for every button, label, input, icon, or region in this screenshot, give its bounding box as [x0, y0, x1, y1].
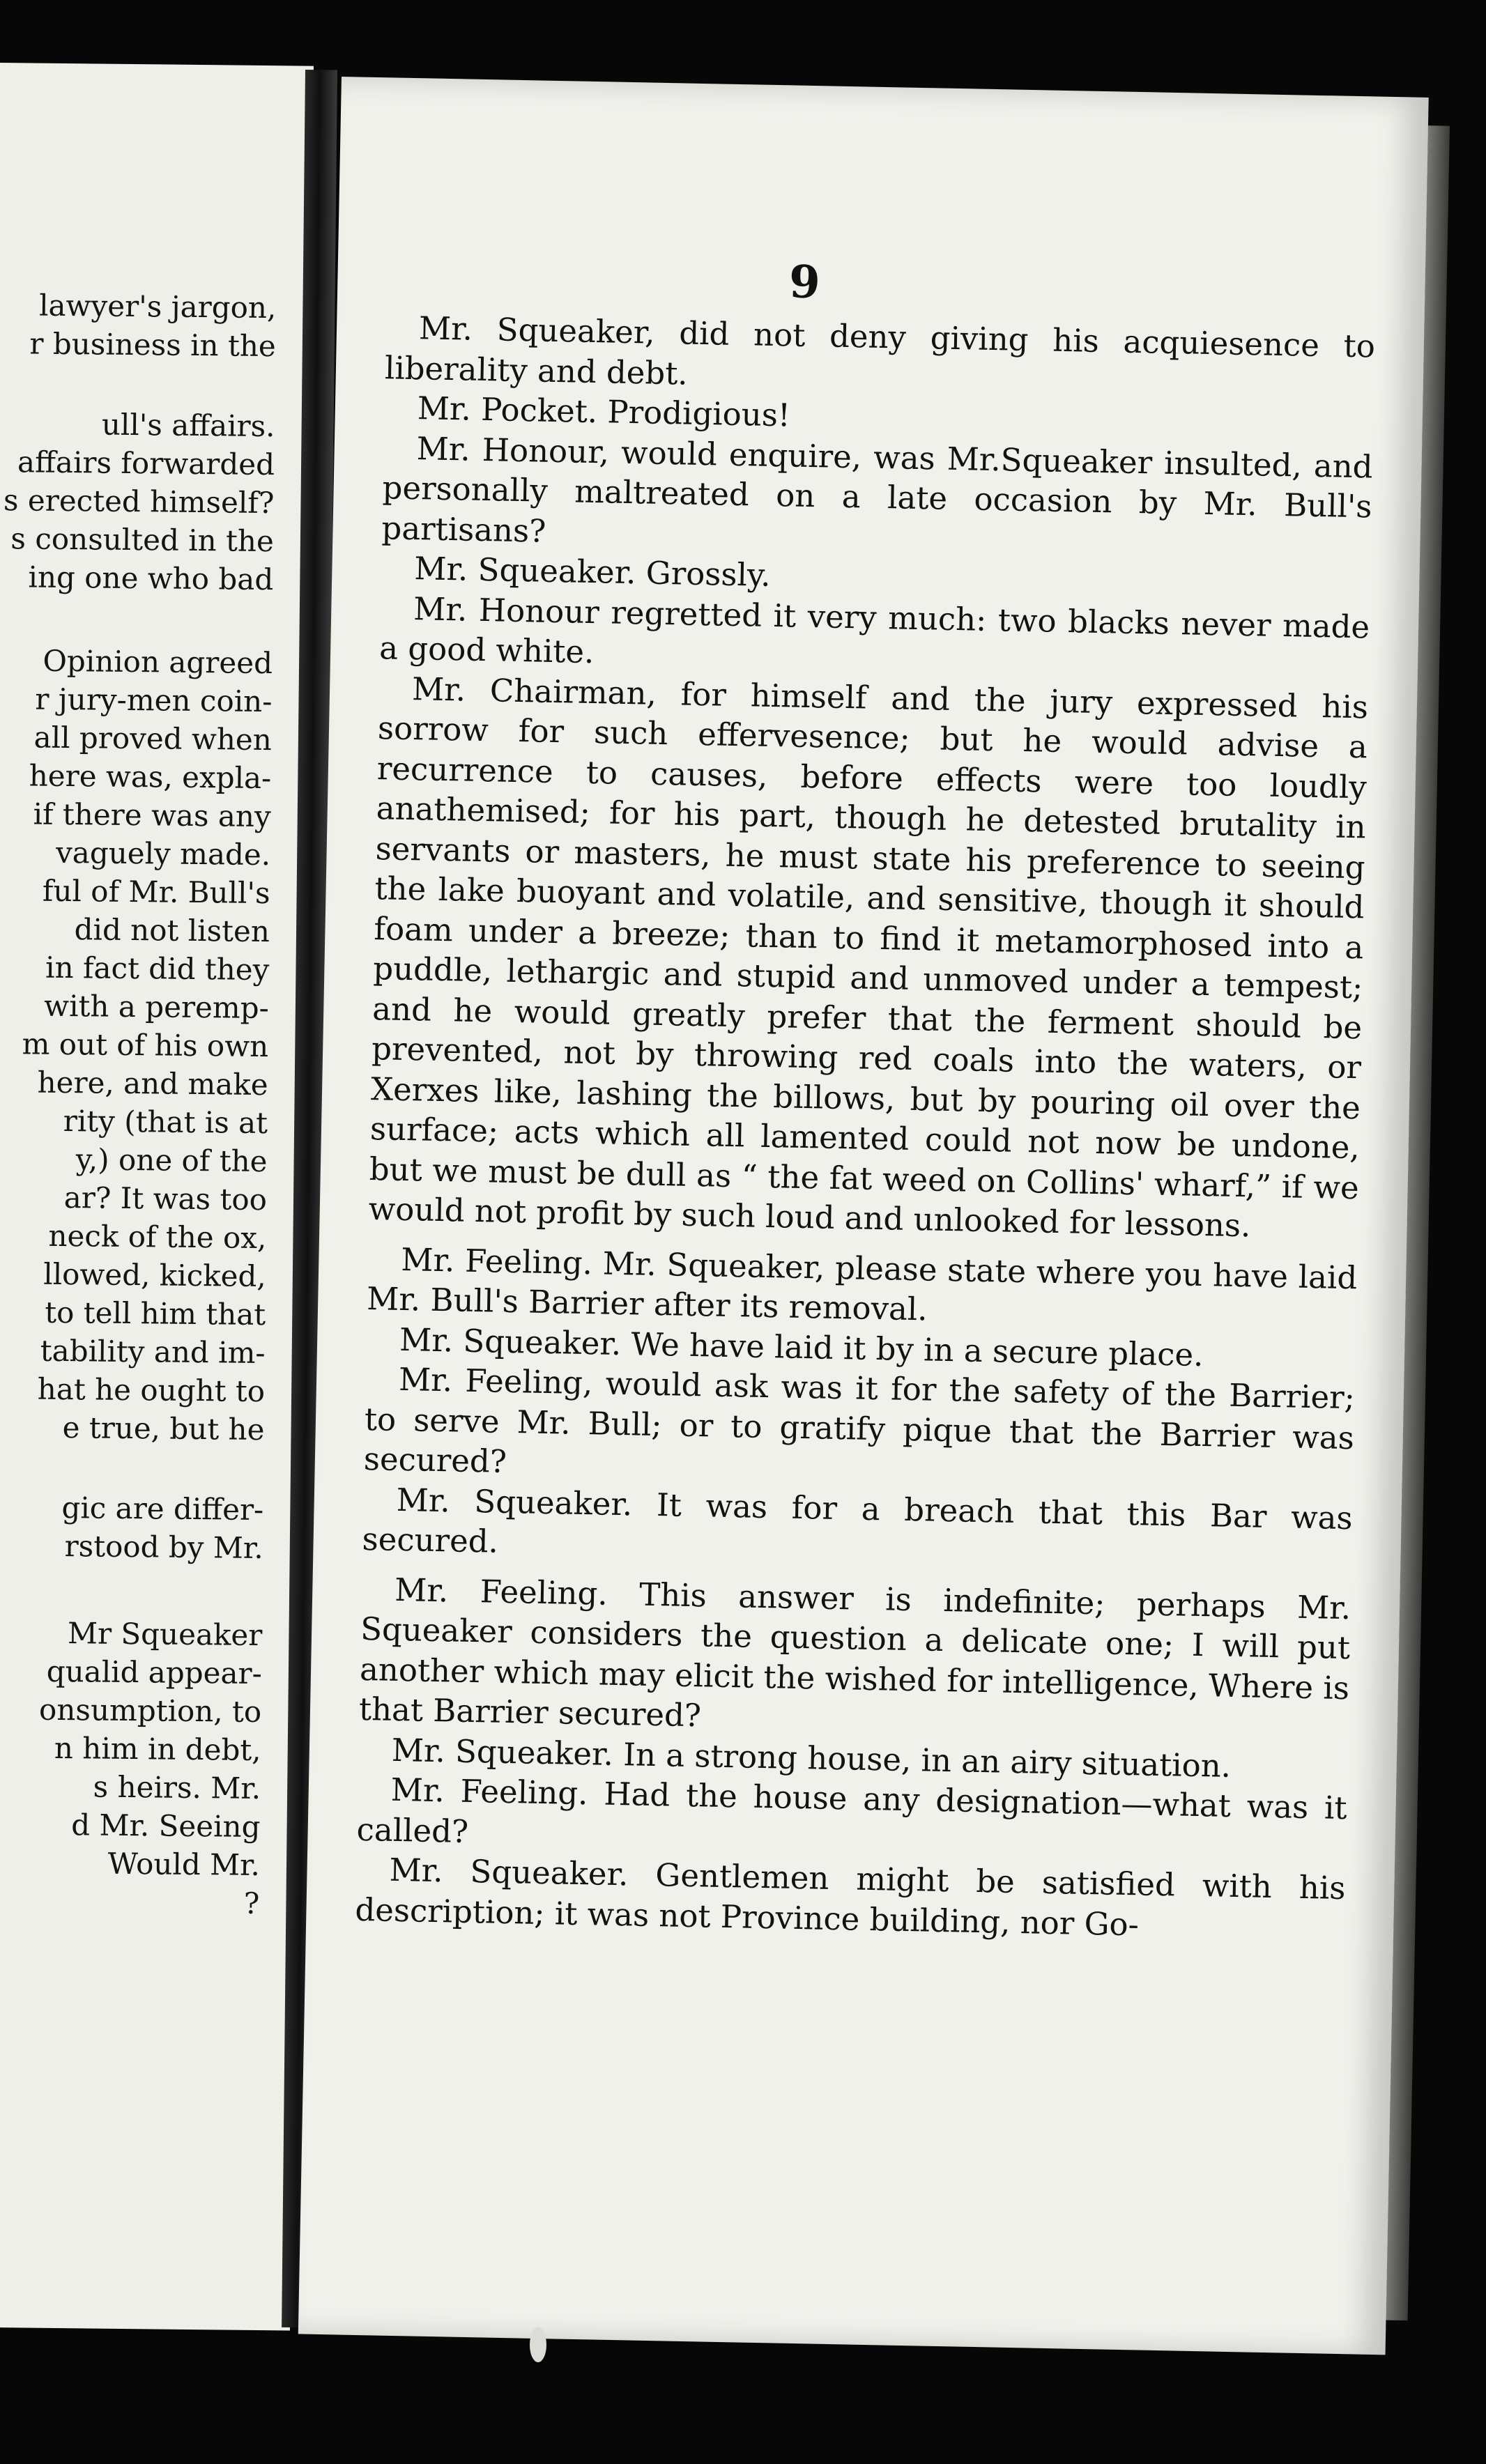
left-page-block-5	[37, 1614, 263, 1923]
text-paragraph: Mr. Feeling, would ask was it for the safety of the Barrier; to serve Mr. Bull; or to gratify pique that the Barrier was secured?	[363, 1360, 1356, 1480]
left-page-line: affairs forwarded	[17, 445, 275, 482]
left-page-line: onsumption, to	[38, 1692, 262, 1730]
left-page-line: to tell him that	[44, 1295, 266, 1332]
left-page-line: if there was any	[33, 796, 271, 834]
text-paragraph: Mr. Squeaker. We have laid it by in a secure place.	[399, 1320, 1204, 1373]
left-page-line: y,) one of the	[75, 1142, 268, 1179]
text-paragraph: Mr. Chairman, for himself and the jury expressed his sorrow for such effervesence; but he would advise a recurrence to causes, before effects were too loudly anathemised; for his part, though he detested brutality in servants or masters, he must state his preference to seeing the lake buoyant and volatile, and sensitive, though it should foam under a breeze; than to find it metamorphosed into a puddle, lethargic and stupid and unmoved under a tempest; and he would greatly prefer that the ferment should be prevented, not by throwing red coals into the waters, or Xerxes like, lashing the billows, but by pouring oil over the surface; acts which all lamented could not now be undone, but we must be dull as “ the fat weed on Collins' wharf,” if we would not profit by such loud and unlooked for lessons.	[368, 670, 1369, 1245]
text-paragraph: Mr. Squeaker. Gentlemen might be satisfied with his description; it was not Province building, nor Go-	[355, 1851, 1346, 1943]
left-page-line: tability and im-	[40, 1333, 266, 1371]
left-page-line: r business in the	[29, 326, 277, 364]
left-page-line: ar? It was too	[63, 1180, 268, 1217]
left-page-line: m out of his own	[22, 1026, 269, 1064]
left-page-line: vaguely made.	[55, 835, 271, 872]
left-page-line: llowed, kicked,	[43, 1256, 267, 1294]
right-page	[298, 77, 1429, 2355]
left-page-block-4	[61, 1488, 264, 1567]
left-page-line: r jury-men coin-	[35, 682, 273, 719]
text-paragraph: Mr. Feeling. This answer is indefinite; perhaps Mr. Squeaker considers the question a delicate one; I will put another which may elicit the wished for intelligence, Where is that Barrier secured?	[358, 1571, 1351, 1734]
text-paragraph: Mr. Honour, would enquire, was Mr.Squeaker insulted, and personally maltreated on a late occasion by Mr. Bull's partisans?	[381, 429, 1374, 550]
left-page	[0, 63, 314, 2331]
left-page-line: neck of the ox,	[48, 1218, 267, 1256]
left-page-line: s erected himself?	[3, 483, 275, 521]
text-paragraph: Mr. Honour regretted it very much: two blacks never made a good white.	[378, 590, 1370, 671]
left-page-line: here was, expla-	[29, 758, 272, 796]
left-page-line: here, and make	[37, 1065, 268, 1102]
left-page-line: rity (that is at	[63, 1104, 268, 1141]
left-page-line: with a peremp-	[43, 988, 270, 1026]
left-page-line: gic are differ-	[61, 1491, 264, 1527]
left-page-line: d Mr. Seeing	[71, 1808, 261, 1845]
left-page-line: ful of Mr. Bull's	[42, 873, 270, 911]
left-page-line: qualid appear-	[46, 1654, 263, 1691]
page-smudge	[530, 2327, 546, 2362]
text-paragraph: Mr. Squeaker. In a strong house, in an airy situation.	[391, 1731, 1232, 1785]
left-page-line: Would Mr.	[107, 1846, 261, 1883]
left-page-line: in fact did they	[45, 950, 270, 987]
left-page-block-1	[29, 286, 276, 365]
left-page-line: Mr Squeaker	[67, 1616, 263, 1653]
left-page-block-2	[3, 404, 275, 599]
left-page-line: hat he ought to	[37, 1371, 266, 1409]
text-paragraph: Mr. Pocket. Prodigious!	[417, 390, 791, 434]
left-page-line: did not listen	[74, 912, 270, 949]
left-page-line: n him in debt,	[54, 1730, 261, 1768]
text-paragraph: Mr. Squeaker. It was for a breach that this Bar was secured.	[362, 1481, 1354, 1560]
left-page-line: all proved when	[33, 720, 273, 757]
left-page-line: e true, but he	[62, 1410, 265, 1447]
left-page-line: Opinion agreed	[43, 643, 273, 681]
left-page-line: s heirs. Mr.	[93, 1769, 261, 1806]
left-page-block-3	[18, 641, 273, 1449]
page-number: 9	[788, 256, 821, 309]
text-paragraph: Mr. Squeaker. Grossly.	[413, 550, 772, 594]
left-page-line: ?	[243, 1886, 260, 1921]
text-paragraph: Mr. Feeling. Had the house any designation—what was it called?	[356, 1771, 1348, 1850]
text-paragraph: Mr. Squeaker, did not deny giving his acquiesence to liberality and debt.	[384, 309, 1376, 392]
left-page-line: ing one who bad	[28, 560, 274, 597]
left-page-line: ull's affairs.	[101, 407, 275, 444]
text-paragraph: Mr. Feeling. Mr. Squeaker, please state where you have laid Mr. Bull's Barrier after its removal.	[366, 1240, 1358, 1328]
left-page-line: lawyer's jargon,	[38, 288, 277, 325]
left-page-line: rstood by Mr.	[64, 1529, 263, 1566]
left-page-line: s consulted in the	[10, 521, 275, 559]
page-text	[355, 307, 1375, 1948]
